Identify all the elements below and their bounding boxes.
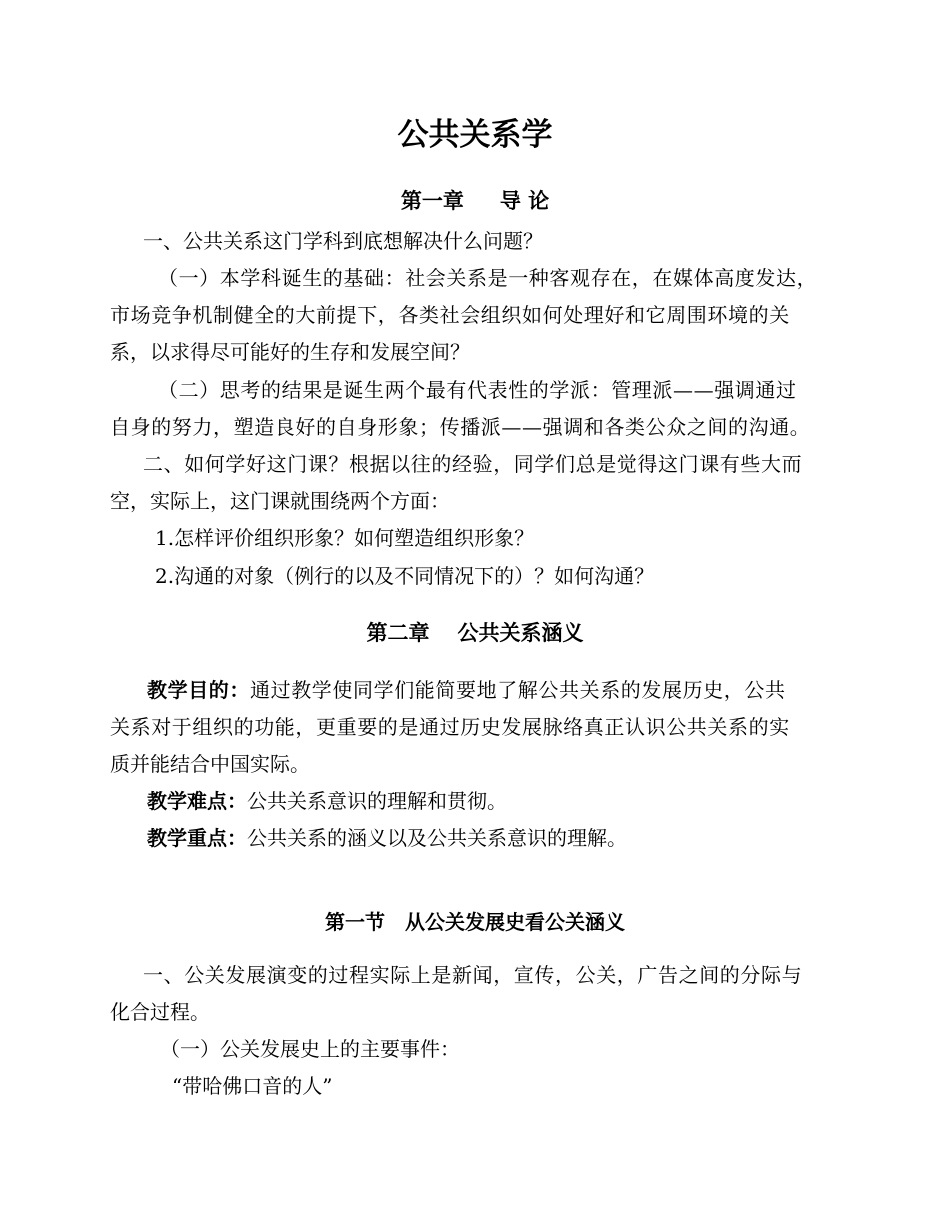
section-1-quote: “带哈佛口音的人” xyxy=(172,1074,333,1098)
teaching-goal-line-3: 质并能结合中国实际。 xyxy=(110,752,310,776)
section-1-name: 从公关发展史看公关涵义 xyxy=(405,910,625,934)
chapter-2-label: 第二章 xyxy=(366,621,430,645)
chapter-1-para-2-line-2: 自身的努力，塑造良好的自身形象；传播派——强调和各类公众之间的沟通。 xyxy=(110,415,811,439)
section-1-para-1-line-2: 化合过程。 xyxy=(110,1000,210,1024)
teaching-difficulty-label: 教学难点： xyxy=(147,789,247,813)
chapter-1-list-item-1: 1.怎样评价组织形象？如何塑造组织形象？ xyxy=(155,526,535,550)
chapter-1-para-2-line-1: （二）思考的结果是诞生两个最有代表性的学派：管理派——强调通过 xyxy=(158,378,797,402)
chapter-1-question-2-line-1: 二、如何学好这门课？根据以往的经验，同学们总是觉得这门课有些大而 xyxy=(143,452,803,476)
teaching-difficulty-text: 公共关系意识的理解和贯彻。 xyxy=(247,789,507,813)
chapter-1-para-1-line-3: 系，以求得尽可能好的生存和发展空间？ xyxy=(110,340,470,364)
teaching-focus xyxy=(147,825,627,851)
chapter-1-para-1-line-1: （一）本学科诞生的基础：社会关系是一种客观存在，在媒体高度发达， xyxy=(158,266,818,290)
teaching-focus-label: 教学重点： xyxy=(147,826,247,850)
chapter-1-para-1-line-2: 市场竞争机制健全的大前提下，各类社会组织如何处理好和它周围环境的关 xyxy=(110,303,790,327)
section-1-subheading: （一）公关发展史上的主要事件： xyxy=(160,1037,460,1061)
chapter-1-label: 第一章 xyxy=(400,189,464,213)
section-1-para-1-line-1: 一、公关发展演变的过程实际上是新闻，宣传，公关，广告之间的分际与 xyxy=(143,963,803,987)
teaching-goal-label: 教学目的： xyxy=(147,678,250,702)
section-1-heading xyxy=(0,908,950,936)
chapter-1-name: 导 论 xyxy=(499,189,550,213)
chapter-1-question-1: 一、公共关系这门学科到底想解决什么问题？ xyxy=(143,229,543,253)
teaching-goal-line-2: 关系对于组织的功能，更重要的是通过历史发展脉络真正认识公共关系的实 xyxy=(110,715,790,739)
document-title: 公共关系学 xyxy=(397,117,553,153)
teaching-goal-text: 通过教学使同学们能简要地了解公共关系的发展历史，公共 xyxy=(250,678,786,702)
teaching-goal-line-1 xyxy=(147,677,786,703)
section-1-label: 第一节 xyxy=(325,910,385,934)
chapter-1-list-item-2: 2.沟通的对象（例行的以及不同情况下的）？如何沟通？ xyxy=(155,564,655,588)
chapter-1-question-2-line-2: 空，实际上，这门课就围绕两个方面： xyxy=(110,489,450,513)
teaching-focus-text: 公共关系的涵义以及公共关系意识的理解。 xyxy=(247,826,627,850)
chapter-2-name: 公共关系涵义 xyxy=(457,621,584,645)
chapter-2-heading xyxy=(0,619,950,647)
teaching-difficulty xyxy=(147,788,507,814)
chapter-1-heading xyxy=(0,187,950,215)
